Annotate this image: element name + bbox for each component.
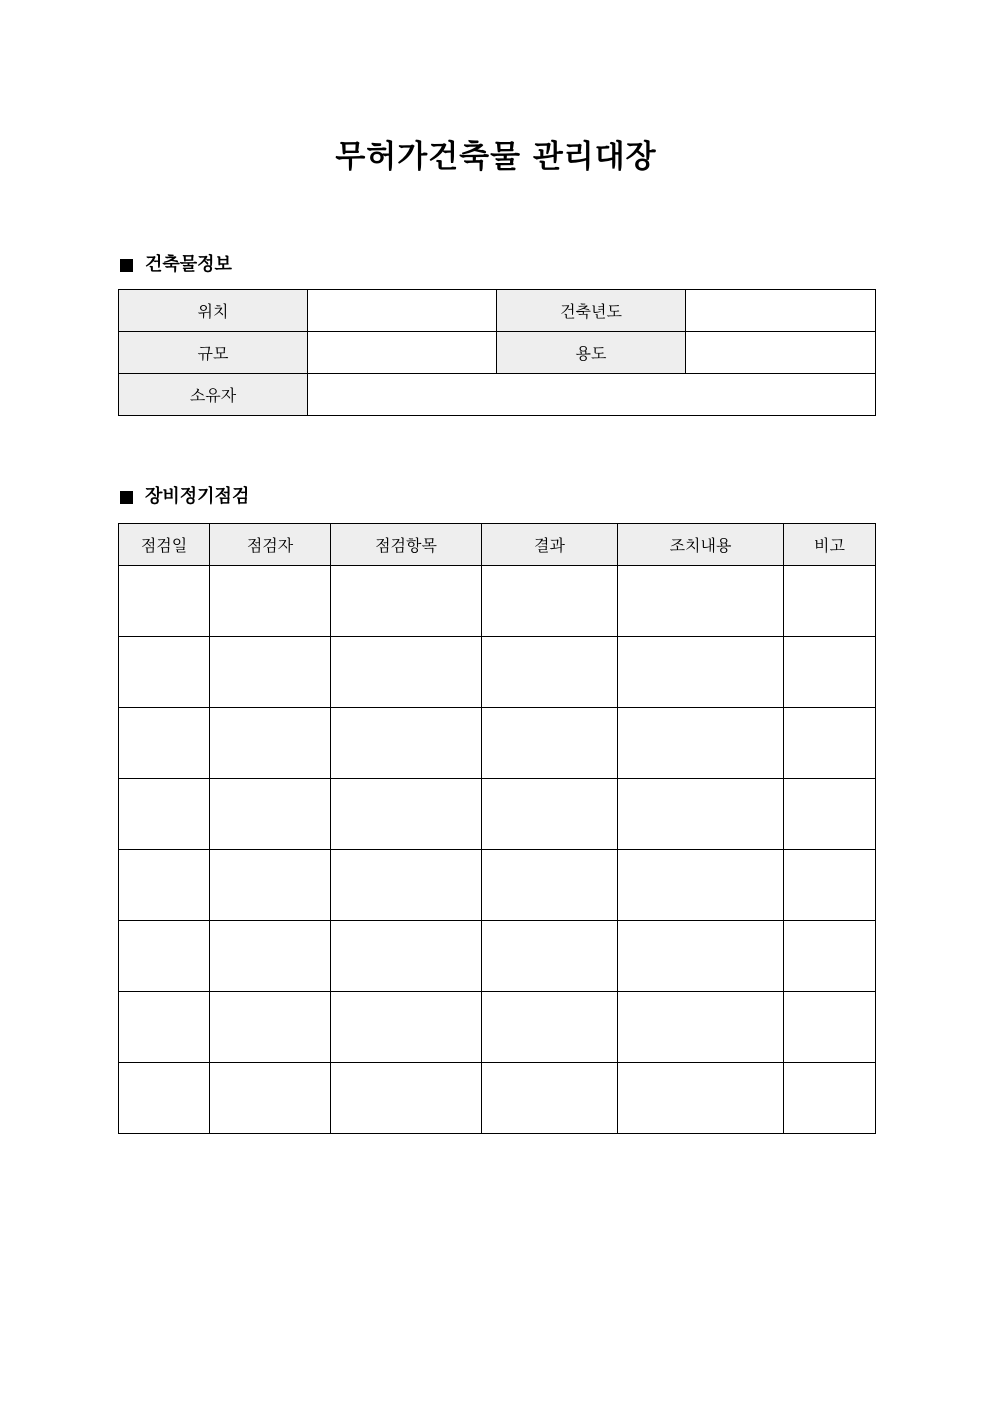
- usage-value[interactable]: [686, 332, 876, 374]
- table-row: [119, 921, 876, 992]
- table-cell[interactable]: [482, 779, 618, 850]
- table-cell[interactable]: [119, 921, 210, 992]
- inspection-table: [118, 523, 876, 1134]
- table-cell[interactable]: [210, 566, 331, 637]
- table-cell[interactable]: [331, 921, 482, 992]
- column-header-item: 점검항목: [331, 524, 482, 566]
- table-row: [119, 850, 876, 921]
- column-header-remarks: 비고: [784, 524, 876, 566]
- table-cell[interactable]: [482, 921, 618, 992]
- table-cell[interactable]: [210, 921, 331, 992]
- location-label: 위치: [119, 290, 308, 332]
- table-cell[interactable]: [331, 992, 482, 1063]
- table-cell[interactable]: [210, 779, 331, 850]
- table-row: [119, 637, 876, 708]
- table-cell[interactable]: [482, 566, 618, 637]
- table-row: [119, 992, 876, 1063]
- owner-label: 소유자: [119, 374, 308, 416]
- built-year-value[interactable]: [686, 290, 876, 332]
- building-info-table: [118, 289, 876, 416]
- table-cell[interactable]: [210, 992, 331, 1063]
- table-cell[interactable]: [119, 850, 210, 921]
- column-header-inspector: 점검자: [210, 524, 331, 566]
- table-cell[interactable]: [618, 921, 784, 992]
- table-cell[interactable]: [482, 708, 618, 779]
- table-cell[interactable]: [618, 637, 784, 708]
- column-header-action: 조치내용: [618, 524, 784, 566]
- table-cell[interactable]: [784, 992, 876, 1063]
- table-row: [119, 1063, 876, 1134]
- inspection-header-row: [119, 524, 876, 566]
- table-cell[interactable]: [784, 637, 876, 708]
- table-cell[interactable]: [784, 708, 876, 779]
- table-cell[interactable]: [784, 1063, 876, 1134]
- inspection-heading: [120, 485, 249, 509]
- table-cell[interactable]: [618, 850, 784, 921]
- table-cell[interactable]: [784, 779, 876, 850]
- table-cell[interactable]: [482, 992, 618, 1063]
- table-cell[interactable]: [119, 992, 210, 1063]
- table-cell[interactable]: [331, 1063, 482, 1134]
- location-value[interactable]: [308, 290, 497, 332]
- built-year-label: 건축년도: [497, 290, 686, 332]
- building-info-heading: [120, 253, 232, 277]
- table-cell[interactable]: [784, 566, 876, 637]
- square-bullet-icon: [120, 259, 133, 272]
- table-cell[interactable]: [784, 921, 876, 992]
- info-row-2: [119, 332, 876, 374]
- table-row: [119, 779, 876, 850]
- table-cell[interactable]: [618, 566, 784, 637]
- scale-value[interactable]: [308, 332, 497, 374]
- table-cell[interactable]: [482, 637, 618, 708]
- table-cell[interactable]: [119, 1063, 210, 1134]
- table-cell[interactable]: [331, 566, 482, 637]
- info-row-1: [119, 290, 876, 332]
- table-cell[interactable]: [482, 1063, 618, 1134]
- table-cell[interactable]: [331, 708, 482, 779]
- table-row: [119, 708, 876, 779]
- scale-label: 규모: [119, 332, 308, 374]
- table-cell[interactable]: [618, 1063, 784, 1134]
- inspection-heading-text: 장비정기점검: [145, 486, 250, 507]
- table-cell[interactable]: [618, 708, 784, 779]
- table-cell[interactable]: [119, 637, 210, 708]
- owner-value[interactable]: [308, 374, 876, 416]
- table-cell[interactable]: [210, 1063, 331, 1134]
- table-cell[interactable]: [210, 637, 331, 708]
- table-row: [119, 566, 876, 637]
- table-cell[interactable]: [482, 850, 618, 921]
- table-cell[interactable]: [784, 850, 876, 921]
- usage-label: 용도: [497, 332, 686, 374]
- table-cell[interactable]: [331, 850, 482, 921]
- info-row-3: [119, 374, 876, 416]
- page-title: 무허가건축물 관리대장: [335, 139, 657, 175]
- table-cell[interactable]: [210, 708, 331, 779]
- table-cell[interactable]: [119, 708, 210, 779]
- table-cell[interactable]: [331, 779, 482, 850]
- table-cell[interactable]: [618, 779, 784, 850]
- table-cell[interactable]: [119, 566, 210, 637]
- square-bullet-icon: [120, 491, 133, 504]
- table-cell[interactable]: [618, 992, 784, 1063]
- column-header-date: 점검일: [119, 524, 210, 566]
- column-header-result: 결과: [482, 524, 618, 566]
- building-info-heading-text: 건축물정보: [145, 254, 232, 275]
- table-cell[interactable]: [119, 779, 210, 850]
- table-cell[interactable]: [331, 637, 482, 708]
- table-cell[interactable]: [210, 850, 331, 921]
